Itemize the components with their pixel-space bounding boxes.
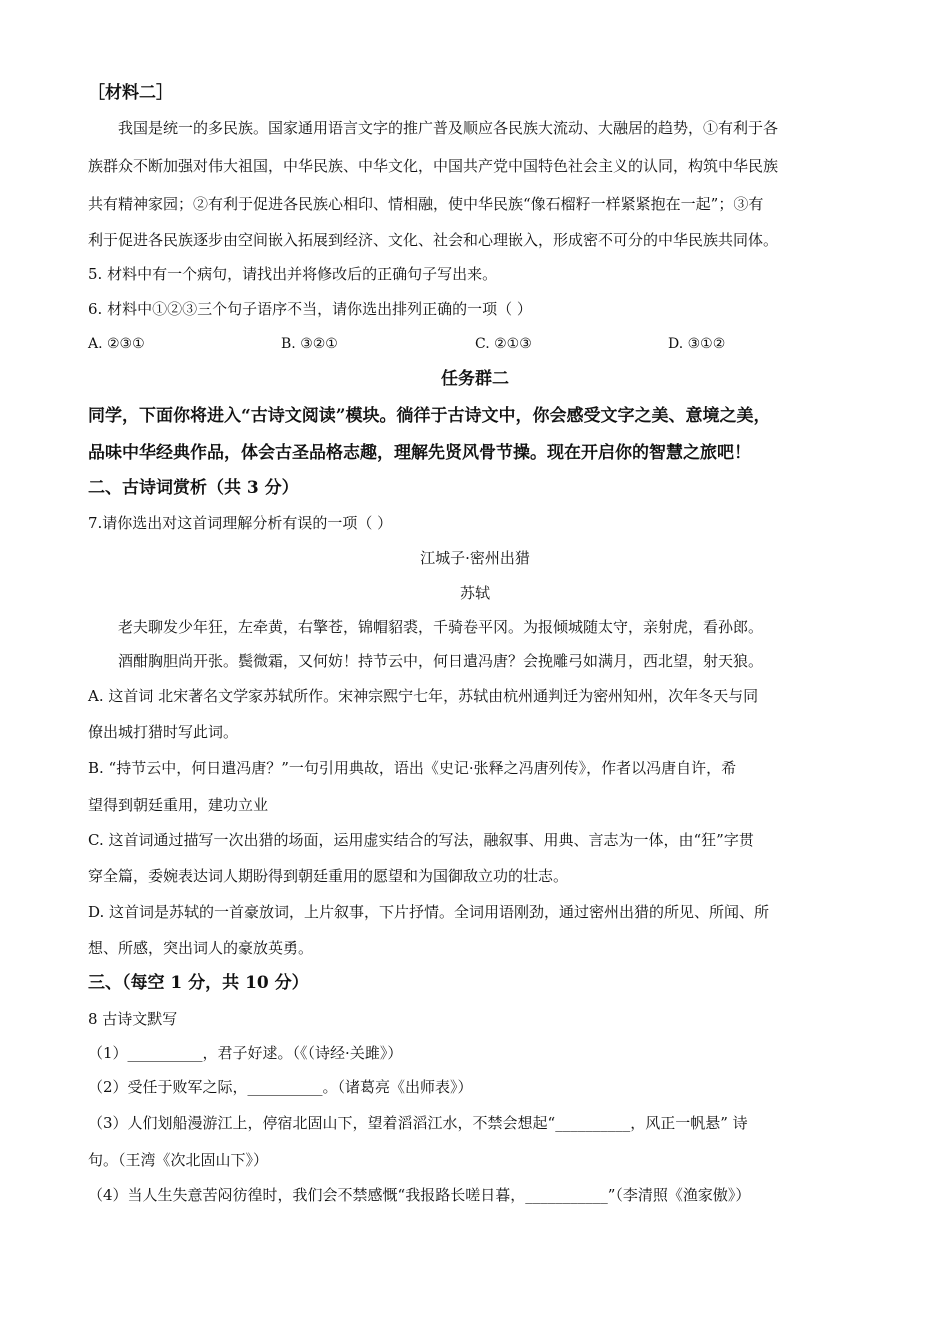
q7-option-d[interactable]: D. 这首词是苏轼的一首豪放词，上片叙事，下片抒情。全词用语刚劲，通过密州出猎的所见、所闻、所 (88, 903, 770, 921)
question-5: 5. 材料中有一个病句，请找出并将修改后的正确句子写出来。 (88, 265, 498, 283)
dictation-item: （1）__________，君子好逑。（《（诗经·关雎》） (88, 1044, 403, 1062)
dictation-item-cont: 句。（王湾《次北固山下》） (88, 1151, 269, 1169)
section-3-heading: 三、（每空 1 分，共 10 分） (88, 973, 309, 993)
dictation-item: （4）当人生失意苦闷彷徨时，我们会不禁感慨“我报路长嗟日暮，___________”（李清照《渔家傲》） (88, 1186, 751, 1204)
question-7-stem: 7.请你选出对这首词理解分析有误的一项（ ） (88, 514, 393, 532)
poem-line: 老夫聊发少年狂，左牵黄，右擎苍，锦帽貂裘，千骑卷平冈。为报倾城随太守，亲射虎，看孙郎。 (118, 618, 764, 636)
material2-line: 我国是统一的多民族。国家通用语言文字的推广普及顺应各民族大流动、大融居的趋势，①有利于各 (118, 119, 779, 137)
q7-option-b-cont: 望得到朝廷重用，建功立业 (88, 796, 269, 814)
dictation-item: （2）受任于败军之际，__________。（诸葛亮《出师表》） (88, 1078, 473, 1096)
q7-option-a[interactable]: A. 这首词 北宋著名文学家苏轼所作。宋神宗熙宁七年，苏轼由杭州通判迁为密州知州，次年冬天与同 (88, 687, 759, 705)
poem-line: 酒酣胸胆尚开张。鬓微霜，又何妨！持节云中，何日遣冯唐？会挽雕弓如满月，西北望，射天狼。 (118, 652, 764, 670)
material2-line: 利于促进各民族逐步由空间嵌入拓展到经济、文化、社会和心理嵌入，形成密不可分的中华民族共同体。 (88, 231, 779, 249)
material2-line: 族群众不断加强对伟大祖国，中华民族、中华文化，中国共产党中国特色社会主义的认同，构筑中华民族 (88, 157, 779, 175)
task-intro-line: 品味中华经典作品，体会古圣品格志趣，理解先贤风骨节操。现在开启你的智慧之旅吧！ (88, 443, 751, 463)
q7-option-c[interactable]: C. 这首词通过描写一次出猎的场面，运用虚实结合的写法，融叙事、用典、言志为一体，由“狂”字贯 (88, 831, 754, 849)
question-8-title: 8 古诗文默写 (88, 1010, 178, 1028)
poem-author: 苏轼 (459, 584, 490, 602)
q6-option-d[interactable]: D. ③①② (668, 336, 726, 352)
q7-option-a-cont: 僚出城打猎时写此词。 (88, 723, 239, 741)
task-group-title: 任务群二 (441, 369, 509, 389)
task-intro-line: 同学，下面你将进入“古诗文阅读”模块。徜徉于古诗文中，你会感受文字之美、意境之美， (88, 406, 771, 426)
q7-option-b[interactable]: B. “持节云中，何日遣冯唐？”一句引用典故，语出《史记·张释之冯唐列传》，作者以冯唐自许，希 (88, 759, 737, 777)
material2-line: 共有精神家园；②有利于促进各民族心相印、情相融，使中华民族“像石榴籽一样紧紧抱在一起”；③有 (88, 195, 764, 213)
dictation-item: （3）人们划船漫游江上，停宿北固山下，望着滔滔江水，不禁会想起“__________，风正一帆悬” 诗 (88, 1114, 748, 1132)
q7-option-d-cont: 想、所感，突出词人的豪放英勇。 (88, 939, 314, 957)
question-6-stem: 6. 材料中①②③三个句子语序不当，请你选出排列正确的一项（ ） (88, 300, 532, 318)
section-2-heading: 二、古诗词赏析（共 3 分） (88, 478, 299, 498)
q6-option-c[interactable]: C. ②①③ (475, 336, 532, 352)
q6-option-b[interactable]: B. ③②① (281, 336, 338, 352)
q6-option-a[interactable]: A. ②③① (88, 336, 145, 352)
poem-title: 江城子·密州出猎 (420, 549, 530, 567)
material2-heading: ［材料二］ (88, 83, 173, 103)
q7-option-c-cont: 穿全篇，委婉表达词人期盼得到朝廷重用的愿望和为国御敌立功的壮志。 (88, 867, 569, 885)
